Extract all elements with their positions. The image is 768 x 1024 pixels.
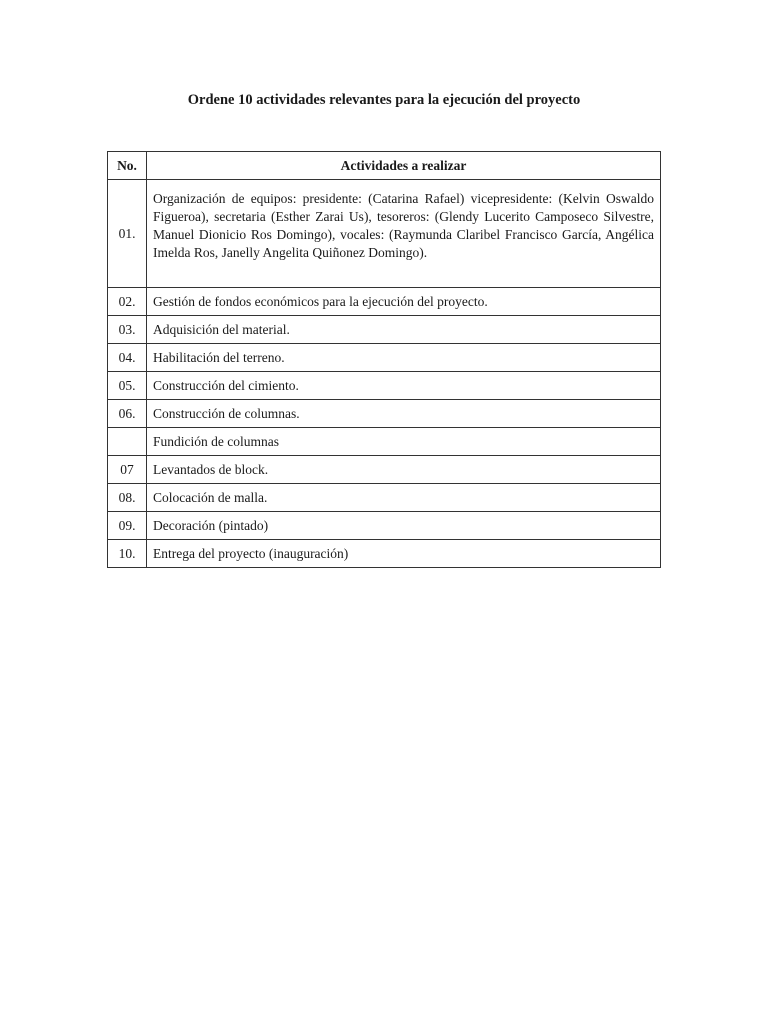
table-row [108, 512, 661, 540]
row-activity: Colocación de malla. [147, 484, 661, 512]
row-activity: Organización de equipos: presidente: (Catarina Rafael) vicepresidente: (Kelvin Oswaldo Figueroa), secretaria (Esther Zarai Us), tesoreros: (Glendy Lucerito Camposeco Silvestre, Manuel Dionicio Ros Domingo), vocales: (Raymunda Claribel Francisco García, Angélica Imelda Ros, Janelly Angelita Quiñonez Domingo). [147, 180, 661, 288]
row-activity: Decoración (pintado) [147, 512, 661, 540]
table-row [108, 180, 661, 288]
activities-table [107, 151, 661, 568]
row-number: 02. [108, 288, 147, 316]
row-activity: Fundición de columnas [147, 428, 661, 456]
row-activity: Habilitación del terreno. [147, 344, 661, 372]
document-title: Ordene 10 actividades relevantes para la ejecución del proyecto [187, 92, 581, 108]
row-number: 03. [108, 316, 147, 344]
row-activity: Construcción de columnas. [147, 400, 661, 428]
row-number: 07 [108, 456, 147, 484]
table-row [108, 540, 661, 568]
table-row [108, 428, 661, 456]
table-row [108, 372, 661, 400]
table-row [108, 400, 661, 428]
row-number: 10. [108, 540, 147, 568]
row-number: 04. [108, 344, 147, 372]
table-header-row [108, 152, 661, 180]
table-row [108, 288, 661, 316]
row-activity: Levantados de block. [147, 456, 661, 484]
row-activity: Gestión de fondos económicos para la ejecución del proyecto. [147, 288, 661, 316]
row-number: 09. [108, 512, 147, 540]
row-number: 01. [108, 180, 147, 288]
table-row [108, 484, 661, 512]
table-row [108, 344, 661, 372]
row-number: 05. [108, 372, 147, 400]
table-row [108, 456, 661, 484]
row-activity: Adquisición del material. [147, 316, 661, 344]
header-activity: Actividades a realizar [147, 152, 661, 180]
row-number: 06. [108, 400, 147, 428]
row-activity: Construcción del cimiento. [147, 372, 661, 400]
row-activity: Entrega del proyecto (inauguración) [147, 540, 661, 568]
table-row [108, 316, 661, 344]
row-number [108, 428, 147, 456]
row-number: 08. [108, 484, 147, 512]
header-number: No. [108, 152, 147, 180]
